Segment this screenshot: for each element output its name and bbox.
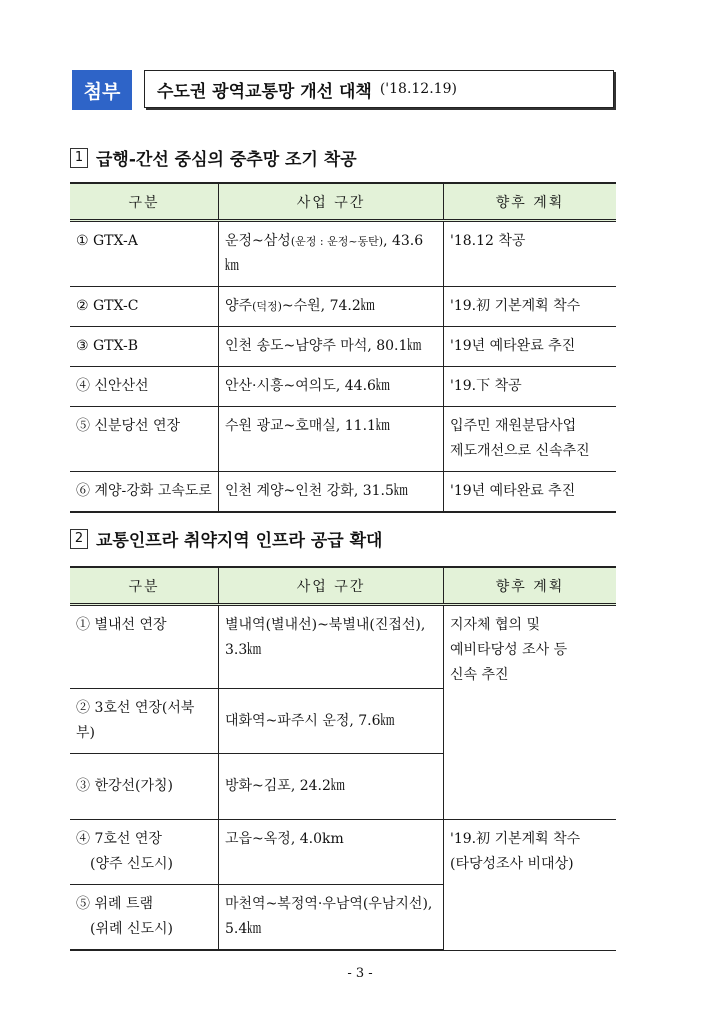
document-date: ('18.12.19) <box>379 81 457 97</box>
table-row <box>70 367 616 407</box>
section-number: 2 <box>70 529 88 549</box>
row-plan: '19년 예타완료 추진 <box>444 327 617 367</box>
row-plan: 입주민 재원분담사업 제도개선으로 신속추진 <box>444 407 617 472</box>
table-row <box>70 221 616 287</box>
document-title: 수도권 광역교통망 개선 대책 <box>157 81 372 102</box>
title-box <box>144 70 614 108</box>
header-section: 사업 구간 <box>219 567 444 605</box>
row-name: ② 3호선 연장(서북부) <box>70 689 219 754</box>
row-plan: '19.初 기본계획 착수 <box>444 287 617 327</box>
row-section: 안산·시흥~여의도, 44.6㎞ <box>219 367 444 407</box>
table-header-row <box>70 183 616 221</box>
table-trunk-network <box>70 182 616 513</box>
section-number: 1 <box>70 148 88 168</box>
row-plan: '19.初 기본계획 착수 (타당성조사 비대상) <box>444 820 617 951</box>
row-section: 방화~김포, 24.2㎞ <box>219 754 444 820</box>
row-plan: 지자체 협의 및 예비타당성 조사 등 신속 추진 <box>444 605 617 820</box>
page-number: - 3 - <box>347 966 373 981</box>
row-section: 고읍~옥정, 4.0km <box>219 820 444 885</box>
row-section: 양주(덕정)~수원, 74.2㎞ <box>219 287 444 327</box>
row-section: 마천역~복정역·우남역(우남지선), 5.4㎞ <box>219 885 444 951</box>
header-category: 구분 <box>70 183 219 221</box>
table-row <box>70 327 616 367</box>
row-name: ① GTX-A <box>70 221 219 287</box>
row-name: ⑤ 위례 트램 (위례 신도시) <box>70 885 219 951</box>
table-header-row <box>70 567 616 605</box>
attachment-tag: 첨부 <box>72 70 132 110</box>
row-name: ③ 한강선(가칭) <box>70 754 219 820</box>
table-row <box>70 820 616 885</box>
row-name: ② GTX-C <box>70 287 219 327</box>
header-plan: 향후 계획 <box>444 183 617 221</box>
row-name: ③ GTX-B <box>70 327 219 367</box>
header-category: 구분 <box>70 567 219 605</box>
row-plan: '19.下 착공 <box>444 367 617 407</box>
section-title: 교통인프라 취약지역 인프라 공급 확대 <box>96 531 383 551</box>
row-section: 별내역(별내선)~북별내(진접선), 3.3㎞ <box>219 605 444 689</box>
table-row <box>70 407 616 472</box>
row-name: ① 별내선 연장 <box>70 605 219 689</box>
row-name: ④ 신안산선 <box>70 367 219 407</box>
section-2-heading <box>70 526 382 551</box>
row-section: 인천 송도~남양주 마석, 80.1㎞ <box>219 327 444 367</box>
header-section: 사업 구간 <box>219 183 444 221</box>
row-name: ④ 7호선 연장 (양주 신도시) <box>70 820 219 885</box>
table-infra-supply <box>70 566 616 951</box>
row-plan: '19년 예타완료 추진 <box>444 472 617 513</box>
section-1-heading <box>70 145 357 170</box>
table-row <box>70 287 616 327</box>
row-section: 수원 광교~호매실, 11.1㎞ <box>219 407 444 472</box>
row-plan: '18.12 착공 <box>444 221 617 287</box>
section-title: 급행-간선 중심의 중추망 조기 착공 <box>96 150 357 170</box>
table-row <box>70 472 616 513</box>
row-name: ⑤ 신분당선 연장 <box>70 407 219 472</box>
table-row <box>70 605 616 689</box>
header-plan: 향후 계획 <box>444 567 617 605</box>
row-section: 대화역~파주시 운정, 7.6㎞ <box>219 689 444 754</box>
row-section: 운정~삼성(운정 : 운정~동탄), 43.6㎞ <box>219 221 444 287</box>
row-name: ⑥ 계양-강화 고속도로 <box>70 472 219 513</box>
row-section: 인천 계양~인천 강화, 31.5㎞ <box>219 472 444 513</box>
